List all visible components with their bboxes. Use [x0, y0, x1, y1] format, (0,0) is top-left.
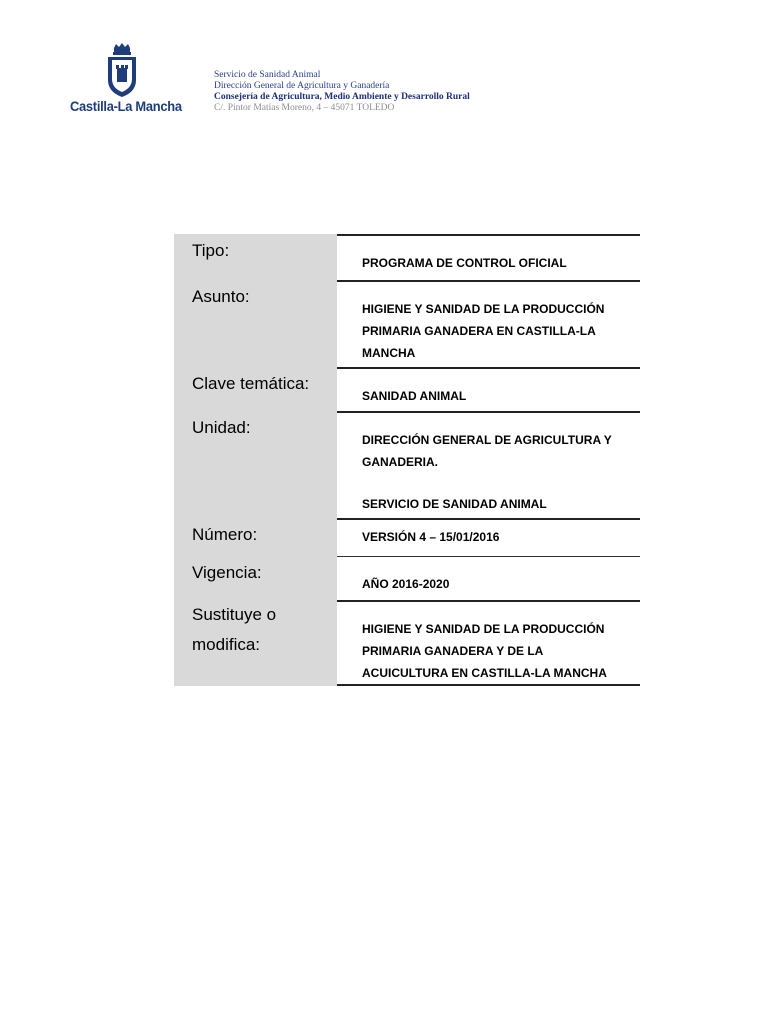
document-info-table	[174, 234, 640, 686]
value-line: SERVICIO DE SANIDAD ANIMAL	[362, 497, 547, 511]
label-numero: Número:	[174, 518, 337, 556]
row-vigencia	[174, 556, 640, 600]
row-asunto	[174, 280, 640, 367]
value-line: HIGIENE Y SANIDAD DE LA PRODUCCIÓN	[362, 302, 605, 316]
label-line: modifica:	[192, 635, 261, 654]
logo	[62, 42, 192, 122]
value-line: PRIMARIA GANADERA EN CASTILLA-LA	[362, 324, 596, 338]
row-sustituye	[174, 600, 640, 686]
label-sustituye	[174, 600, 337, 686]
institution-header	[214, 70, 470, 114]
header-line-department: Consejería de Agricultura, Medio Ambiente y Desarrollo Rural	[214, 92, 470, 102]
value-line: PRIMARIA GANADERA Y DE LA	[362, 644, 544, 658]
value-line: GANADERIA.	[362, 455, 439, 469]
logo-wordmark: Castilla-La Mancha	[70, 98, 182, 114]
value-line: HIGIENE Y SANIDAD DE LA PRODUCCIÓN	[362, 622, 605, 636]
value-line: DIRECCIÓN GENERAL DE AGRICULTURA Y	[362, 433, 612, 447]
value-asunto	[337, 280, 640, 367]
label-vigencia: Vigencia:	[174, 556, 337, 600]
row-unidad	[174, 411, 640, 518]
label-tipo: Tipo:	[174, 234, 337, 280]
row-clave-tematica	[174, 367, 640, 411]
coat-of-arms-icon	[102, 42, 142, 98]
label-unidad: Unidad:	[174, 411, 337, 518]
label-asunto: Asunto:	[174, 280, 337, 367]
value-unidad	[337, 411, 640, 518]
value-line: SANIDAD ANIMAL	[362, 389, 467, 403]
label-line: Sustituye o	[192, 605, 277, 624]
value-vigencia	[337, 556, 640, 600]
label-clave-tematica: Clave temática:	[174, 367, 337, 411]
value-numero	[337, 518, 640, 556]
row-numero	[174, 518, 640, 556]
header-line-address: C/. Pintor Matías Moreno, 4 – 45071 TOLEDO	[214, 103, 395, 113]
value-line: ACUICULTURA EN CASTILLA-LA MANCHA	[362, 666, 607, 680]
value-sustituye	[337, 600, 640, 686]
value-tipo	[337, 234, 640, 280]
header-line-direction: Dirección General de Agricultura y Ganadería	[214, 81, 390, 91]
value-line: MANCHA	[362, 346, 416, 360]
header-line-service: Servicio de Sanidad Animal	[214, 70, 321, 80]
value-line: AÑO 2016-2020	[362, 577, 450, 591]
row-tipo	[174, 234, 640, 280]
value-line: VERSIÓN 4 – 15/01/2016	[362, 530, 500, 544]
value-clave-tematica	[337, 367, 640, 411]
value-line: PROGRAMA DE CONTROL OFICIAL	[362, 256, 567, 270]
